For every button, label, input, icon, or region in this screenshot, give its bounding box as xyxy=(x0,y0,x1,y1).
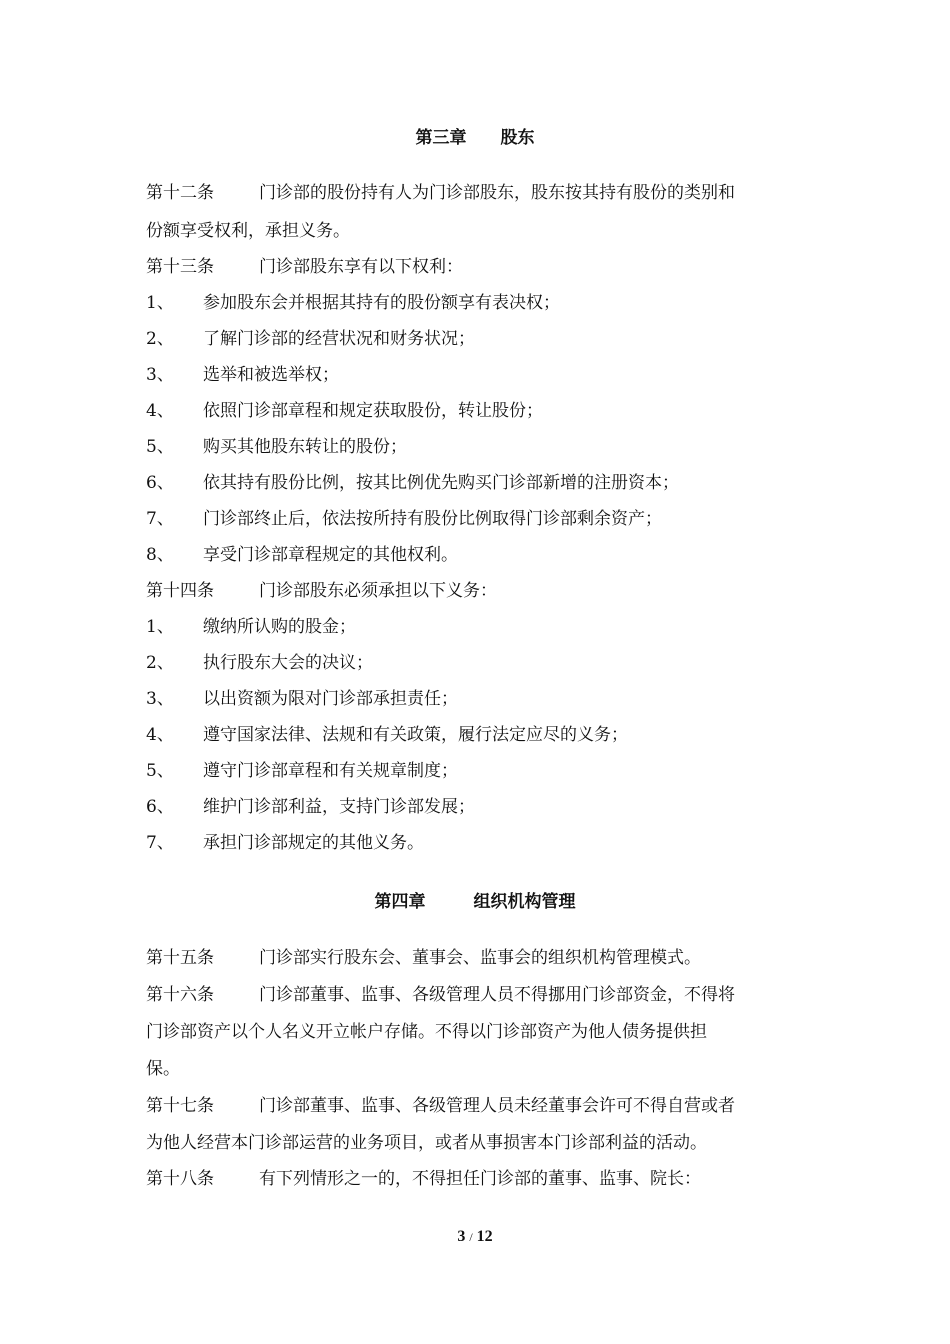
list-item xyxy=(146,615,806,639)
list-item xyxy=(146,507,806,531)
item-number: 6、 xyxy=(146,797,174,817)
article-text: 门诊部股东享有以下权利： xyxy=(259,257,463,277)
item-text: 执行股东大会的决议； xyxy=(203,653,373,673)
article-text: 门诊部董事、监事、各级管理人员未经董事会许可不得自营或者 xyxy=(259,1096,735,1116)
item-text: 选举和被选举权； xyxy=(203,365,339,385)
list-item xyxy=(146,687,806,711)
item-text: 依照门诊部章程和规定获取股份，转让股份； xyxy=(203,401,543,421)
item-number: 3、 xyxy=(146,365,174,385)
article-18 xyxy=(146,1167,806,1191)
item-number: 5、 xyxy=(146,437,174,457)
item-text: 享受门诊部章程规定的其他权利。 xyxy=(203,545,458,565)
item-number: 5、 xyxy=(146,761,174,781)
article-number: 第十三条 xyxy=(146,257,214,277)
article-16 xyxy=(146,983,806,1007)
article-12-continued xyxy=(146,219,806,243)
article-text: 门诊部董事、监事、各级管理人员不得挪用门诊部资金，不得将 xyxy=(259,985,735,1005)
list-item xyxy=(146,291,806,315)
item-number: 2、 xyxy=(146,653,174,673)
item-number: 3、 xyxy=(146,689,174,709)
current-page: 3 xyxy=(457,1228,466,1245)
item-text: 以出资额为限对门诊部承担责任； xyxy=(203,689,458,709)
list-item xyxy=(146,399,806,423)
chapter-title: 组织机构管理 xyxy=(473,892,576,912)
item-text: 购买其他股东转让的股份； xyxy=(203,437,407,457)
item-number: 7、 xyxy=(146,833,174,853)
item-number: 8、 xyxy=(146,545,174,565)
item-number: 2、 xyxy=(146,329,174,349)
item-text: 依其持有股份比例，按其比例优先购买门诊部新增的注册资本； xyxy=(203,473,679,493)
article-16-continued xyxy=(146,1057,806,1081)
list-item xyxy=(146,795,806,819)
total-pages: 12 xyxy=(476,1228,493,1245)
article-text: 为他人经营本门诊部运营的业务项目，或者从事损害本门诊部利益的活动。 xyxy=(146,1133,707,1153)
item-text: 承担门诊部规定的其他义务。 xyxy=(203,833,424,853)
article-text: 份额享受权利，承担义务。 xyxy=(146,221,350,241)
item-text: 缴纳所认购的股金； xyxy=(203,617,356,637)
list-item xyxy=(146,435,806,459)
article-number: 第十七条 xyxy=(146,1096,214,1116)
article-text: 保。 xyxy=(146,1059,180,1079)
list-item xyxy=(146,831,806,855)
article-17 xyxy=(146,1094,806,1118)
chapter-title: 股东 xyxy=(500,128,535,148)
list-item xyxy=(146,723,806,747)
article-text: 门诊部股东必须承担以下义务： xyxy=(259,581,497,601)
item-number: 7、 xyxy=(146,509,174,529)
item-number: 4、 xyxy=(146,725,174,745)
chapter-heading-3 xyxy=(0,126,950,150)
article-text: 有下列情形之一的，不得担任门诊部的董事、监事、院长： xyxy=(259,1169,701,1189)
article-text: 门诊部实行股东会、董事会、监事会的组织机构管理模式。 xyxy=(259,948,701,968)
article-number: 第十四条 xyxy=(146,581,214,601)
article-text: 门诊部资产以个人名义开立帐户存储。不得以门诊部资产为他人债务提供担 xyxy=(146,1022,707,1042)
list-item xyxy=(146,363,806,387)
article-17-continued xyxy=(146,1131,806,1155)
list-item xyxy=(146,471,806,495)
item-number: 4、 xyxy=(146,401,174,421)
list-item xyxy=(146,759,806,783)
article-15 xyxy=(146,946,806,970)
list-item xyxy=(146,651,806,675)
page-number xyxy=(0,1226,950,1248)
article-text: 门诊部的股份持有人为门诊部股东，股东按其持有股份的类别和 xyxy=(259,183,735,203)
item-text: 门诊部终止后，依法按所持有股份比例取得门诊部剩余资产； xyxy=(203,509,662,529)
item-text: 遵守国家法律、法规和有关政策，履行法定应尽的义务； xyxy=(203,725,628,745)
article-12 xyxy=(146,181,806,205)
chapter-number: 第三章 xyxy=(415,128,467,148)
article-16-continued xyxy=(146,1020,806,1044)
article-13 xyxy=(146,255,806,279)
item-number: 1、 xyxy=(146,293,174,313)
list-item xyxy=(146,543,806,567)
item-text: 参加股东会并根据其持有的股份额享有表决权； xyxy=(203,293,560,313)
item-text: 了解门诊部的经营状况和财务状况； xyxy=(203,329,475,349)
item-number: 1、 xyxy=(146,617,174,637)
chapter-heading-4 xyxy=(0,890,950,914)
article-number: 第十五条 xyxy=(146,948,214,968)
article-number: 第十六条 xyxy=(146,985,214,1005)
article-14 xyxy=(146,579,806,603)
item-number: 6、 xyxy=(146,473,174,493)
list-item xyxy=(146,327,806,351)
page-separator: / xyxy=(469,1230,473,1244)
item-text: 遵守门诊部章程和有关规章制度； xyxy=(203,761,458,781)
article-number: 第十二条 xyxy=(146,183,214,203)
chapter-number: 第四章 xyxy=(374,892,426,912)
item-text: 维护门诊部利益，支持门诊部发展； xyxy=(203,797,475,817)
article-number: 第十八条 xyxy=(146,1169,214,1189)
